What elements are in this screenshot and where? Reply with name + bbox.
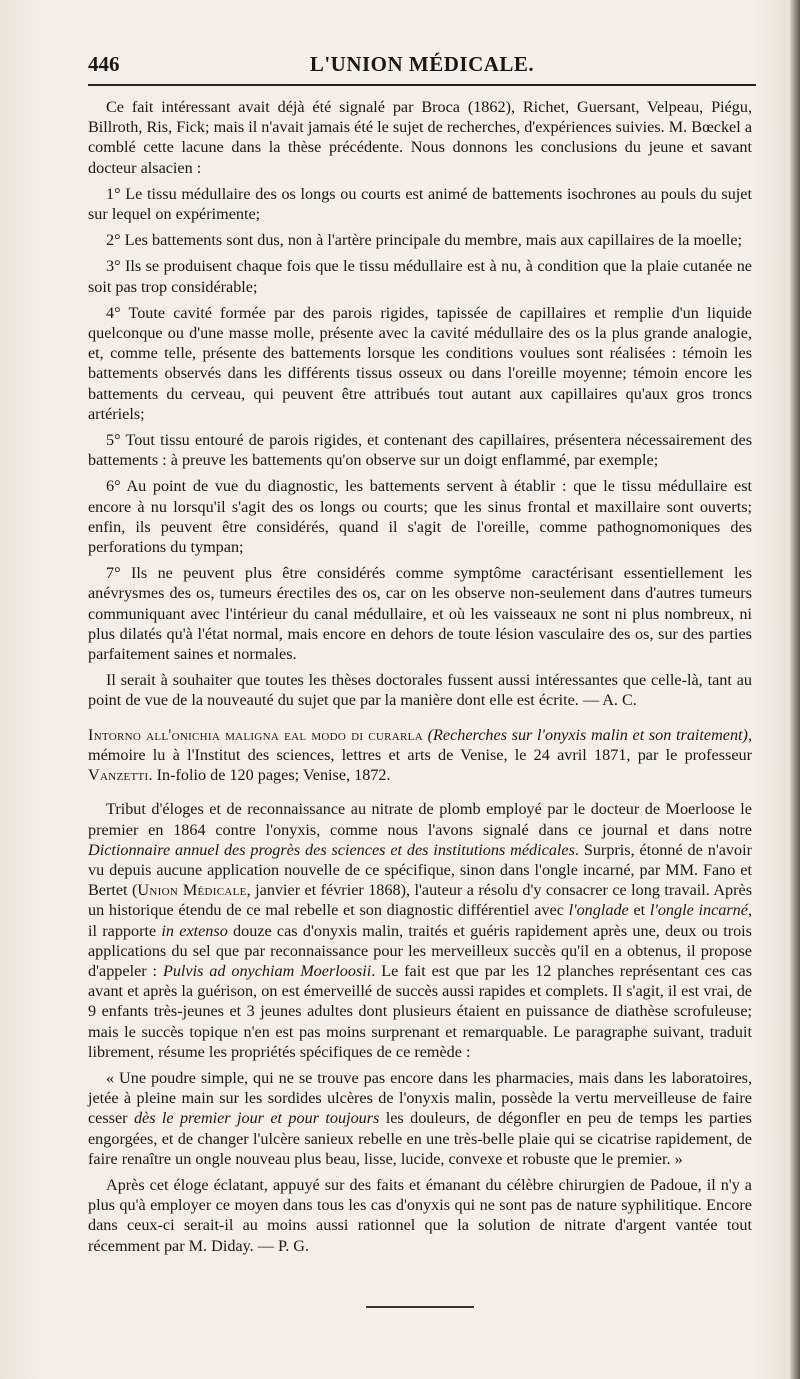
article2-quote: « Une poudre simple, qui ne se trouve pas encore dans les pharmacies, mais dans les laboratoires, jetée à pleine main sur les sordides ulcères de l'onyxis malin, possède la vertu merveilleuse de faire cesser dès le premier jour et pour toujours les douleurs, de dégonfler en peu de temps les parties engorgées, et de changer l'ulcère sanieux rebelle en une très-belle plaie qui se cicatrise rapidement, de faire renaître un ongle nouveau plus beau, lisse, lucide, convexe et robuste que le premier. »: [88, 1068, 752, 1168]
conclusion-5: 5° Tout tissu entouré de parois rigides, et contenant des capillaires, présentera nécessairement des battements : à preuve les battements qu'on observe sur un doigt enflammé, par exemple;: [88, 431, 752, 470]
article2-french-title: (Recherches sur l'onyxis malin et son traitement),: [427, 725, 752, 744]
conclusion-7: 7° Ils ne peuvent plus être considérés comme symptôme caractérisant essentiellement les anévrysmes des os, tumeurs érectiles des os, car on les observe non-seulement dans d'autres tumeurs communiquant avec l'intérieur du canal médullaire, et où les vaisseaux ne sont ni plus nombreux, ni plus dilatés qu'à l'état normal, mais encore en dehors de toute lésion vasculaire des os, sur des parties parfaitement saines et normales.: [88, 564, 752, 664]
conclusion-6: 6° Au point de vue du diagnostic, les battements servent à établir : que le tissu médullaire est encore à nu lorsqu'il s'agit des os longs ou courts; que les sinus frontal et maxillaire sont ouverts; enfin, ils peuvent être considérés, quand il s'agit de l'oreille, comme pathognomoniques des perforations du tympan;: [88, 477, 752, 557]
article2-title: Intorno all'onichia maligna eal modo di curarla: [88, 725, 423, 744]
header-rule: [88, 84, 756, 86]
article2-final: Après cet éloge éclatant, appuyé sur des faits et émanant du célèbre chirurgien de Padoue, il n'y a plus qu'à employer ce moyen dans tous les cas d'onyxis qui ne sont pas de nature syphilitique. Encore dans ceux-ci serait-il au moins aussi rationnel que la solution de nitrate d'argent vantée tout récemment par M. Diday. — P. G.: [88, 1175, 752, 1255]
article1-intro: Ce fait intéressant avait déjà été signalé par Broca (1862), Richet, Guersant, Velpeau, Piégu, Billroth, Ris, Fick; mais il n'avait jamais été le sujet de recherches, d'expériences suivies. M. Bœckel a comblé cette lacune dans la thèse précédente. Nous donnons les conclusions du jeune et savant docteur alsacien :: [88, 98, 752, 177]
journal-title: L'UNION MÉDICALE.: [309, 52, 535, 76]
conclusion-1: 1° Le tissu médullaire des os longs ou courts est animé de battements isochrones au pouls du sujet sur lequel on expérimente;: [88, 184, 752, 224]
page-header: [88, 48, 756, 80]
conclusion-2: 2° Les battements sont dus, non à l'artère principale du membre, mais aux capillaires de la moelle;: [106, 231, 742, 250]
pulvis-name: Pulvis ad onychiam Moerloosii: [162, 961, 372, 980]
page-number: 446: [88, 52, 120, 76]
closing-rule: [366, 1306, 474, 1308]
article2-author: Vanzetti: [88, 766, 149, 785]
article2-heading: Intorno all'onichia maligna eal modo di curarla (Recherches sur l'onyxis malin et son traitement), mémoire lu à l'Institut des sciences, lettres et arts de Venise, le 24 avril 1871, par le professeur Vanzetti. In-folio de 120 pages; Venise, 1872.: [88, 725, 752, 785]
scan-edge-shadow: [790, 0, 800, 1379]
dictionnaire-title: Dictionnaire annuel des progrès des sciences et des institutions médicales: [88, 840, 575, 859]
page-body: [88, 97, 752, 1256]
article1-closing: Il serait à souhaiter que toutes les thèses doctorales fussent aussi intéressantes que celle-là, tant au point de vue de la nouveauté du sujet que par la manière dont elle est écrite. — A. C.: [88, 671, 752, 710]
article2-paragraph-1: Tribut d'éloges et de reconnaissance au nitrate de plomb employé par le docteur de Moerloose le premier en 1864 contre l'onyxis, comme nous l'avons signalé dans ce journal et dans notre Dictionnaire annuel des progrès des sciences et des institutions médicales. Surpris, étonné de n'avoir vu depuis aucune application nouvelle de ce spécifique, sinon dans l'ongle incarné, par MM. Fano et Bertet (Union Médicale, janvier et février 1868), l'auteur a résolu d'y consacrer ce long travail. Après un historique étendu de ce mal rebelle et son diagnostic différentiel avec l'onglade et l'ongle incarné, il rapporte in extenso douze cas d'onyxis malin, traités et guéris rapidement après une, deux ou trois applications du sel que par reconnaissance pour les merveilleux succès qu'il en a obtenus, il propose d'appeler : Pulvis ad onychiam Moerloosii. Le fait est que par les 12 planches représentant ces cas avant et après la guérison, on est émerveillé de succès aussi rapides et complets. Il s'agit, il est vrai, de 9 enfants très-jeunes et 3 jeunes adultes dont plusieurs étaient en puissance de diathèse scrofuleuse; mais le succès topique n'en est pas moins surprenant et remarquable. Le paragraphe suivant, traduit librement, résume les propriétés spécifiques de ce remède :: [88, 800, 753, 1061]
conclusion-4: 4° Toute cavité formée par des parois rigides, tapissée de capillaires et remplie d'un liquide quelconque ou d'une masse molle, présente avec la cavité médullaire des os la plus grande analogie, et, comme telle, présente des battements lorsque les conditions voulues sont réalisées : témoin les battements observés dans les différents tissus osseux ou dans l'oreille moyenne; témoin encore les battements du cerveau, qui peuvent être attribués tout autant aux capillaires qu'aux gros troncs artériels;: [88, 303, 752, 423]
conclusion-3: 3° Ils se produisent chaque fois que le tissu médullaire est à nu, à condition que la plaie cutanée ne soit pas trop considérable;: [88, 257, 752, 296]
union-medicale-ref: Union Médicale: [137, 881, 247, 900]
